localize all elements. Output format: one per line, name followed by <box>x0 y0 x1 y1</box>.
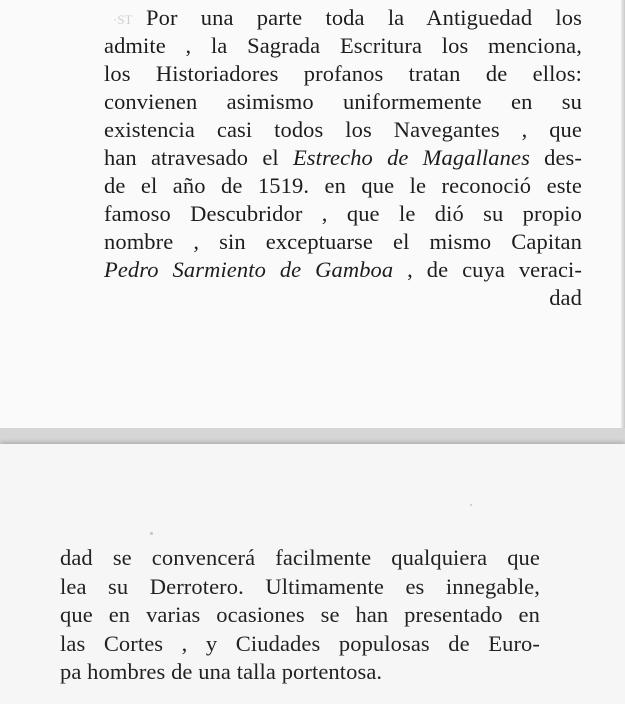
catchword: dad <box>549 285 582 310</box>
text-line: dad se convencerá facilmente qualquiera que <box>60 545 540 570</box>
text-line: de el año de 1519. en que le reconoció este <box>104 173 582 198</box>
text-line: famoso Descubridor , que le dió su propio <box>104 201 582 226</box>
text-block-lower <box>60 544 540 687</box>
paper-speck <box>470 504 472 506</box>
text-line: los Historiadores profanos tratan de ellos: <box>104 61 582 86</box>
text-line: lea su Derrotero. Ultimamente es innegable, <box>60 573 540 599</box>
page-gap <box>0 428 625 444</box>
paper-speck <box>150 532 153 535</box>
text-segment: , de cuya veraci- <box>393 257 582 282</box>
bleed-through-mark: ·ST <box>113 12 133 27</box>
italic-person-name: Pedro Sarmiento de Gamboa <box>104 257 394 282</box>
text-line <box>104 144 582 172</box>
text-segment: des- <box>529 145 582 170</box>
text-line: pa hombres de una talla portentosa. <box>60 659 383 684</box>
text-line: que en varias ocasiones se han presentado en <box>60 602 540 627</box>
page-edge <box>621 0 625 428</box>
text-line: nombre , sin exceptuarse el mismo Capitan <box>104 229 582 254</box>
text-line: Por una parte toda la Antiguedad los <box>146 5 582 30</box>
text-line: las Cortes , y Ciudades populosas de Euro- <box>60 630 540 656</box>
text-line <box>104 256 582 284</box>
text-line: admite , la Sagrada Escritura los menciona, <box>104 33 582 58</box>
text-line: existencia casi todos los Navegantes , que <box>104 117 582 142</box>
text-line: convienen asimismo uniformemente en su <box>104 89 582 114</box>
text-segment: han atravesado el <box>104 145 293 170</box>
italic-place-name: Estrecho de Magallanes <box>292 145 530 170</box>
text-block-upper <box>104 4 582 312</box>
